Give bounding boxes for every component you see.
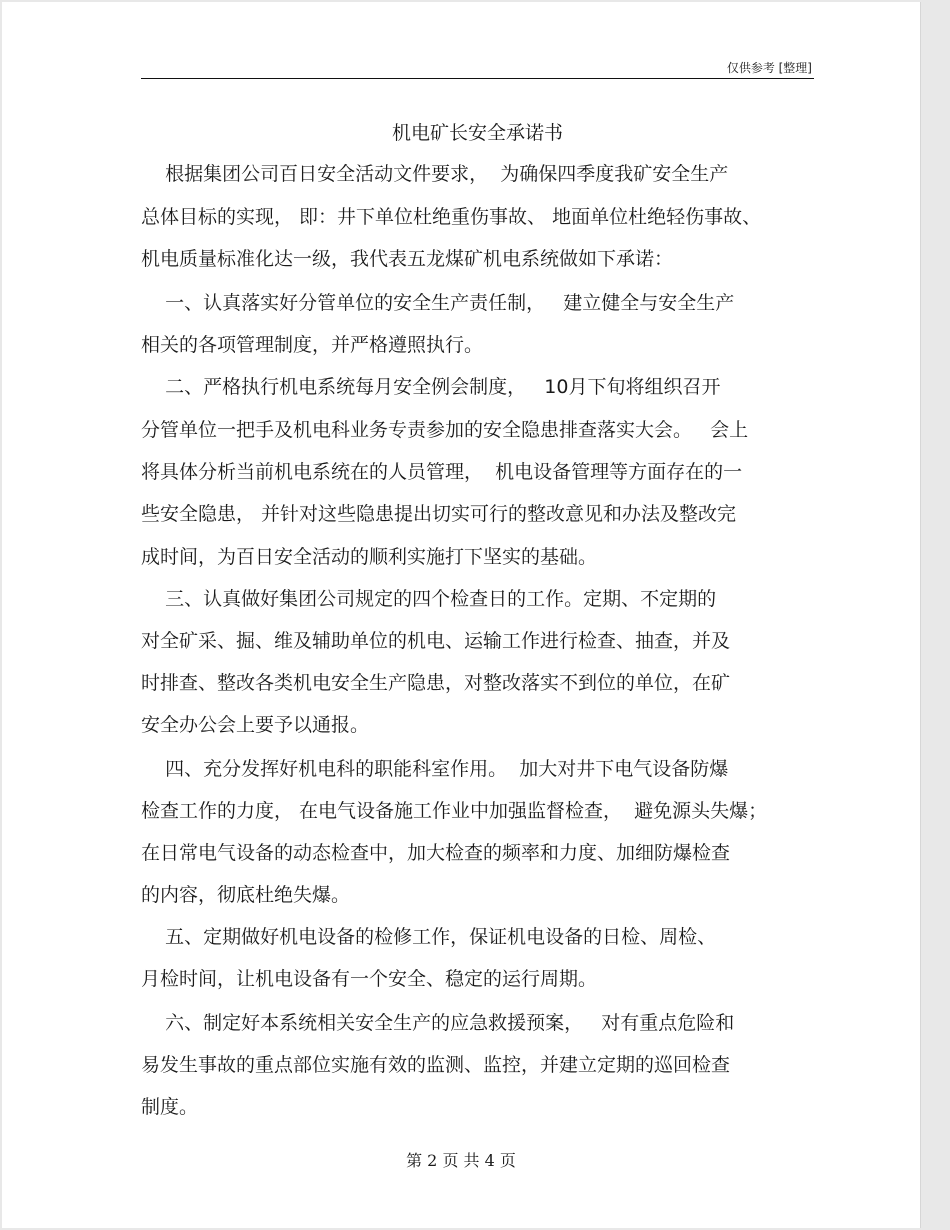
body-line: 分管单位一把手及机电科业务专责参加的安全隐患排查落实大会。 会上 [141,419,749,441]
body-line: 对全矿采、掘、维及辅助单位的机电、运输工作进行检查、抽查，并及 [141,630,731,652]
header-divider [141,78,814,79]
body-line: 在日常电气设备的动态检查中，加大检查的频率和力度、加细防爆检查 [141,842,731,864]
body-line: 将具体分析当前机电系统在的人员管理， 机电设备管理等方面存在的一 [141,461,743,483]
body-line: 的内容，彻底杜绝失爆。 [141,884,351,906]
header-note: 仅供参考 [整理] [726,61,812,75]
document-page [2,2,921,1228]
body-line: 根据集团公司百日安全活动文件要求， 为确保四季度我矿安全生产 [141,163,729,185]
body-line: 总体目标的实现， 即：井下单位杜绝重伤事故、 地面单位杜绝轻伤事故、 [141,206,762,228]
body-line: 安全办公会上要予以通报。 [141,714,370,736]
body-line: 六、制定好本系统相关安全生产的应急救援预案， 对有重点危险和 [141,1012,735,1034]
body-line: 二、严格执行机电系统每月安全例会制度， 10月下旬将组织召开 [141,376,721,398]
body-line: 机电质量标准化达一级，我代表五龙煤矿机电系统做如下承诺： [141,248,674,270]
page-number: 第 2 页 共 4 页 [406,1151,516,1170]
body-line: 一、认真落实好分管单位的安全生产责任制， 建立健全与安全生产 [141,292,735,314]
body-line: 五、定期做好机电设备的检修工作，保证机电设备的日检、周检、 [141,926,717,948]
body-line: 成时间，为百日安全活动的顺利实施打下坚实的基础。 [141,546,598,568]
body-line: 时排查、整改各类机电安全生产隐患，对整改落实不到位的单位，在矿 [141,672,731,694]
body-line: 易发生事故的重点部位实施有效的监测、监控，并建立定期的巡回检查 [141,1054,731,1076]
body-line: 相关的各项管理制度，并严格遵照执行。 [141,334,484,356]
body-line: 制度。 [141,1096,199,1118]
body-line: 检查工作的力度， 在电气设备施工作业中加强监督检查， 避免源头失爆； [141,800,768,822]
body-line: 些安全隐患， 并针对这些隐患提出切实可行的整改意见和办法及整改完 [141,503,737,525]
body-line: 月检时间，让机电设备有一个安全、稳定的运行周期。 [141,968,598,990]
document-title: 机电矿长安全承诺书 [391,122,563,144]
body-line: 三、认真做好集团公司规定的四个检查日的工作。定期、不定期的 [141,588,717,610]
body-line: 四、充分发挥好机电科的职能科室作用。 加大对井下电气设备防爆 [141,758,729,780]
